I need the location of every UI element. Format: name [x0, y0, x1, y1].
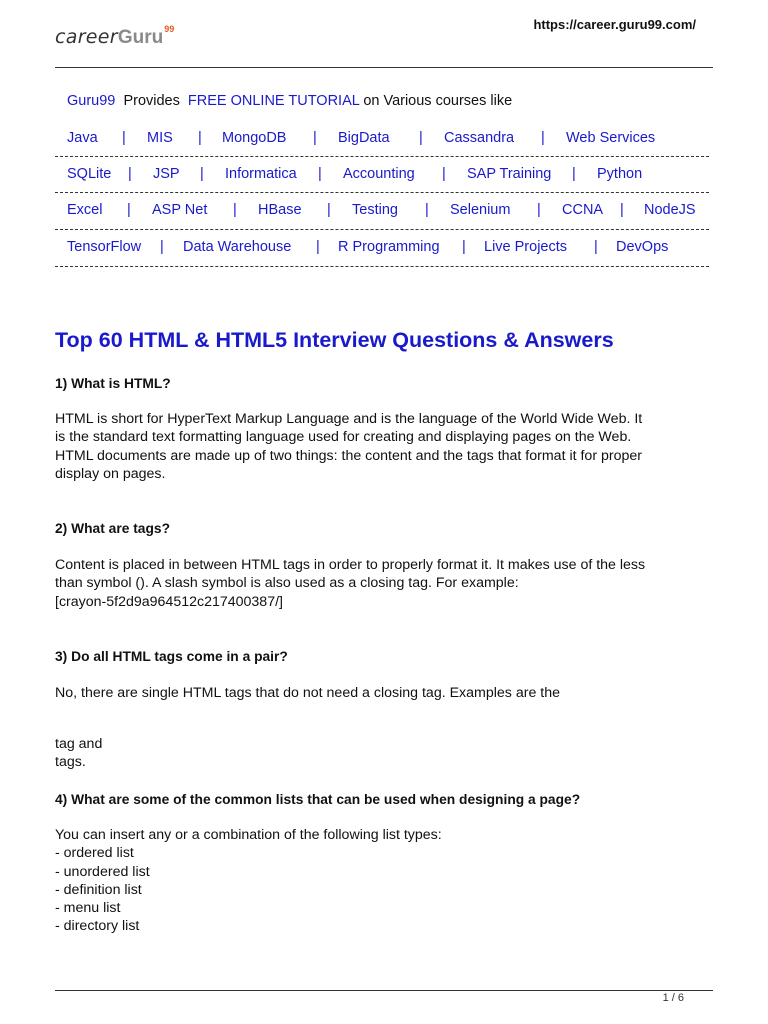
separator: |: [128, 166, 132, 182]
header-divider: [55, 67, 713, 68]
question-heading: 4) What are some of the common lists that can be used when designing a page?: [55, 792, 581, 807]
logo-career-text: career: [55, 26, 118, 48]
course-link-ccna[interactable]: CCNA: [562, 202, 604, 218]
course-row-1: [55, 130, 709, 148]
dashed-divider: [55, 192, 709, 193]
dashed-divider: [55, 266, 709, 267]
course-row-4: [55, 239, 709, 257]
separator: |: [318, 166, 322, 182]
course-row-2: [55, 166, 709, 184]
separator: |: [425, 202, 429, 218]
course-link-testing[interactable]: Testing: [352, 202, 398, 218]
intro-provides: Provides: [123, 93, 180, 109]
course-link-live-projects[interactable]: Live Projects: [484, 239, 568, 255]
footer-divider: [55, 990, 713, 991]
separator: |: [200, 166, 204, 182]
intro-rest: on Various courses like: [363, 93, 513, 109]
separator: |: [537, 202, 541, 218]
course-link-bigdata[interactable]: BigData: [338, 130, 390, 146]
careerguru-logo[interactable]: [55, 26, 173, 52]
site-url[interactable]: https://career.guru99.com/: [533, 17, 696, 32]
question-heading: 1) What is HTML?: [55, 376, 171, 391]
course-link-mis[interactable]: MIS: [147, 130, 173, 146]
question-heading: 3) Do all HTML tags come in a pair?: [55, 649, 288, 664]
separator: |: [594, 239, 598, 255]
intro-free-tutorial-link[interactable]: FREE ONLINE TUTORIAL: [187, 93, 360, 109]
course-link-excel[interactable]: Excel: [67, 202, 103, 218]
logo-99-text: 99: [164, 24, 175, 34]
answer-paragraph: No, there are single HTML tags that do not need a closing tag. Examples are the: [55, 685, 560, 701]
dashed-divider: [55, 156, 709, 157]
course-link-r-programming[interactable]: R Programming: [338, 239, 440, 255]
separator: |: [541, 130, 545, 146]
separator: |: [462, 239, 466, 255]
dashed-divider: [55, 229, 709, 230]
separator: |: [419, 130, 423, 146]
separator: |: [122, 130, 126, 146]
course-link-nodejs[interactable]: NodeJS: [644, 202, 696, 218]
logo-guru-text: Guru: [117, 27, 164, 48]
course-link-selenium[interactable]: Selenium: [450, 202, 511, 218]
page-title: Top 60 HTML & HTML5 Interview Questions & Answers: [55, 328, 614, 352]
course-link-jsp[interactable]: JSP: [153, 166, 180, 182]
question-heading: 2) What are tags?: [55, 521, 170, 536]
course-link-java[interactable]: Java: [67, 130, 98, 146]
answer-list: You can insert any or a combination of the following list types: - ordered list - unordered list - definition list - menu list - directory list: [55, 827, 442, 935]
course-link-asp-net[interactable]: ASP Net: [152, 202, 208, 218]
course-link-cassandra[interactable]: Cassandra: [444, 130, 515, 146]
intro-brand-link[interactable]: Guru99: [67, 93, 116, 109]
separator: |: [572, 166, 576, 182]
answer-paragraph: Content is placed in between HTML tags in order to properly format it. It makes use of the less than symbol (). A slash symbol is also used as a closing tag. For example: [crayon-5f2d9a964512c217400387/]: [55, 557, 646, 610]
separator: |: [127, 202, 131, 218]
separator: |: [313, 130, 317, 146]
answer-paragraph-continued: tag and tags.: [55, 736, 103, 771]
answer-paragraph: HTML is short for HyperText Markup Language and is the language of the World Wide Web. It is the standard text formatting language used for creating and displaying pages on the Web. HTML documents are made up of two things: the content and the tags that format it for proper display on pages.: [55, 411, 643, 482]
course-link-python[interactable]: Python: [597, 166, 643, 182]
course-link-informatica[interactable]: Informatica: [225, 166, 297, 182]
separator: |: [327, 202, 331, 218]
course-row-3: [55, 202, 709, 220]
separator: |: [442, 166, 446, 182]
separator: |: [316, 239, 320, 255]
course-link-sqlite[interactable]: SQLite: [67, 166, 112, 182]
separator: |: [620, 202, 624, 218]
separator: |: [160, 239, 164, 255]
separator: |: [233, 202, 237, 218]
course-link-mongodb[interactable]: MongoDB: [222, 130, 287, 146]
course-link-devops[interactable]: DevOps: [616, 239, 669, 255]
course-link-accounting[interactable]: Accounting: [343, 166, 415, 182]
page-number: 1 / 6: [662, 992, 684, 1004]
course-link-web-services[interactable]: Web Services: [566, 130, 656, 146]
course-link-hbase[interactable]: HBase: [258, 202, 302, 218]
course-link-data-warehouse[interactable]: Data Warehouse: [183, 239, 292, 255]
intro-line: [67, 93, 512, 109]
course-link-sap-training[interactable]: SAP Training: [467, 166, 552, 182]
separator: |: [198, 130, 202, 146]
course-link-tensorflow[interactable]: TensorFlow: [67, 239, 142, 255]
